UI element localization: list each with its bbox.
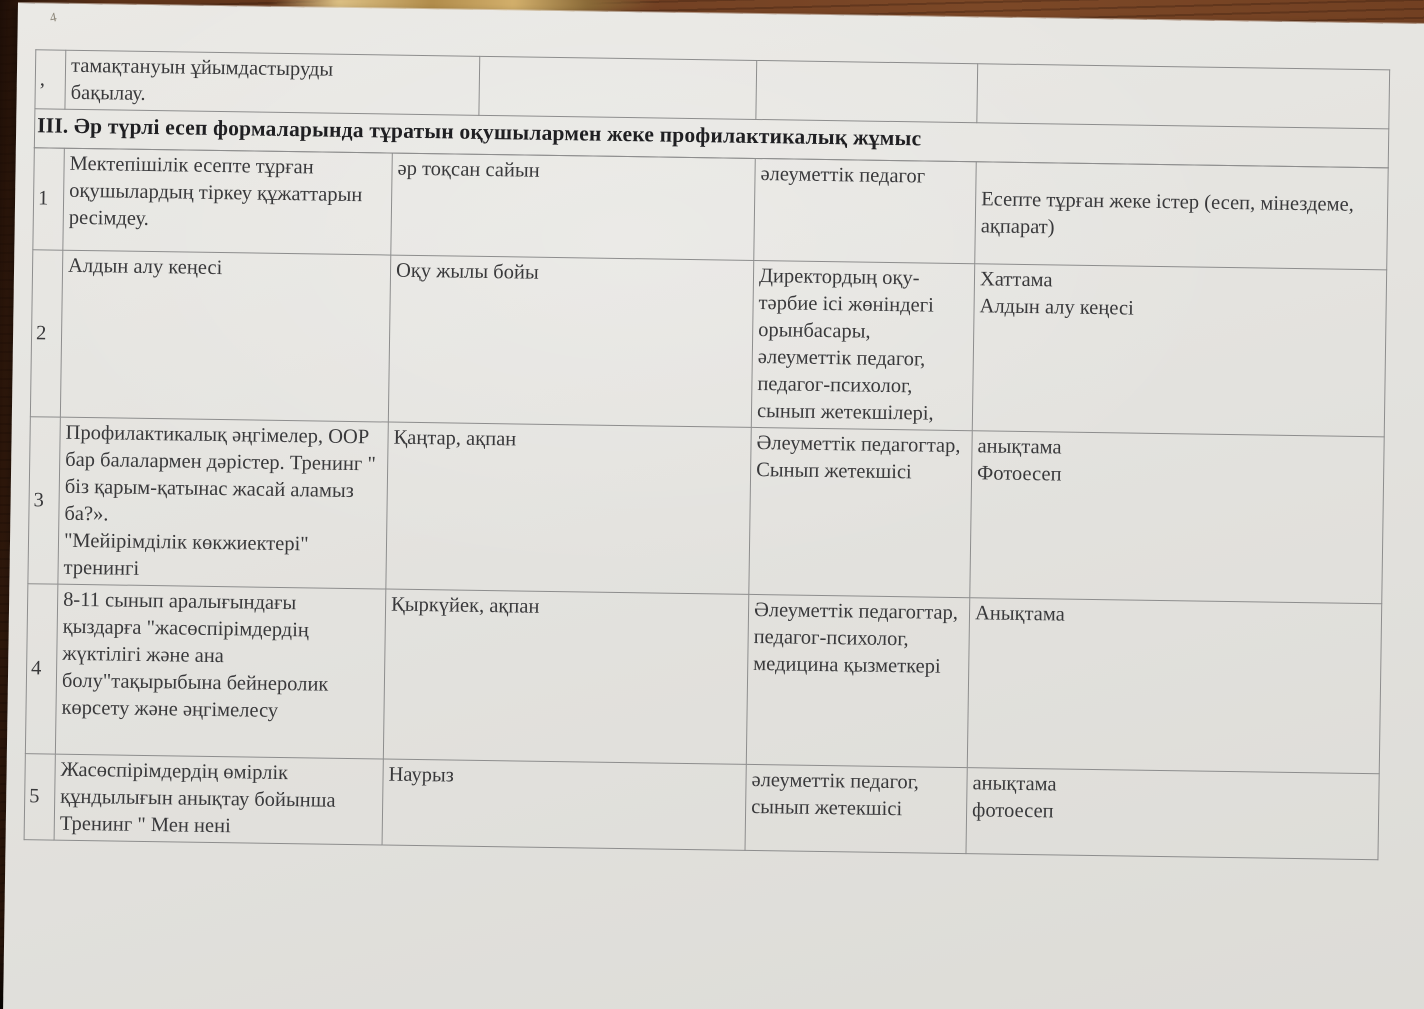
table-row: [33, 148, 1388, 270]
row-number-cell: 3: [28, 417, 60, 584]
timing-cell: [479, 56, 757, 119]
row-number-cell: ,: [35, 50, 66, 109]
activity-cell: Мектепішілік есепте тұрған оқушылардың тіркеу құжаттарын ресімдеу.: [63, 148, 392, 255]
row-number-cell: 4: [25, 584, 58, 754]
corner-mark: 4: [48, 9, 58, 26]
output-cell: Анықтама: [967, 598, 1381, 774]
responsible-cell: [756, 60, 978, 122]
document-paper: [1, 3, 1424, 1009]
plan-table: [24, 147, 1389, 860]
output-cell: [977, 64, 1390, 129]
activity-cell: 8-11 сынып аралығындағы қыздарға "жасөспірімдердің жүктілігі және ана болу"тақырыбына бейнеролик көрсету және әңгімелесу: [55, 584, 385, 759]
timing-cell: Қаңтар, ақпан: [386, 422, 751, 594]
responsible-cell: әлеуметтік педагог: [754, 158, 976, 263]
timing-cell: Қыркүйек, ақпан: [383, 589, 748, 764]
row-number-cell: 2: [30, 250, 62, 417]
row-number-cell: 1: [33, 148, 65, 250]
output-cell: Хаттама Алдын алу кеңесі: [972, 264, 1386, 437]
output-cell: Есепте тұрған жеке істер (есеп, мінездеме, ақпарат): [975, 162, 1388, 270]
output-cell: анықтама фотоесеп: [966, 768, 1379, 860]
output-cell: анықтама Фотоесеп: [970, 431, 1384, 604]
activity-cell: Алдын алу кеңесі: [60, 250, 390, 422]
table-row: [28, 417, 1384, 604]
table-row: [25, 584, 1381, 774]
activity-cell: Профилактикалық әңгімелер, ООР бар балалармен дәрістер. Тренинг " біз қарым-қатынас жасай аламыз ба?». "Мейірімділік көкжиектері" тренингі: [58, 417, 388, 589]
responsible-cell: Әлеуметтік педагогтар, Сынып жетекшісі: [749, 427, 972, 597]
responsible-cell: Директордың оқу-тәрбие ісі жөніндегі орынбасары, әлеуметтік педагог, педагог-психолог, сынып жетекшілері,: [751, 260, 974, 430]
activity-cell: Жасөспірімдердің өмірлік құндылығын анықтау бойынша Тренинг " Мен нені: [54, 754, 383, 845]
section-title: III. Әр түрлі есеп формаларында тұратын оқушылармен жеке профилактикалық жұмыс: [34, 109, 1388, 168]
table-row: [30, 250, 1386, 437]
responsible-cell: әлеуметтік педагог, сынып жетекшісі: [745, 764, 967, 853]
timing-cell: әр тоқсан сайын: [391, 153, 755, 260]
responsible-cell: Әлеуметтік педагогтар, педагог-психолог, медицина қызметкері: [746, 594, 969, 767]
row-number-cell: 5: [24, 754, 55, 840]
timing-cell: Наурыз: [382, 759, 746, 850]
activity-cell: тамақтануын ұйымдастыруды бақылау.: [65, 50, 480, 115]
timing-cell: Оқу жылы бойы: [388, 255, 753, 427]
